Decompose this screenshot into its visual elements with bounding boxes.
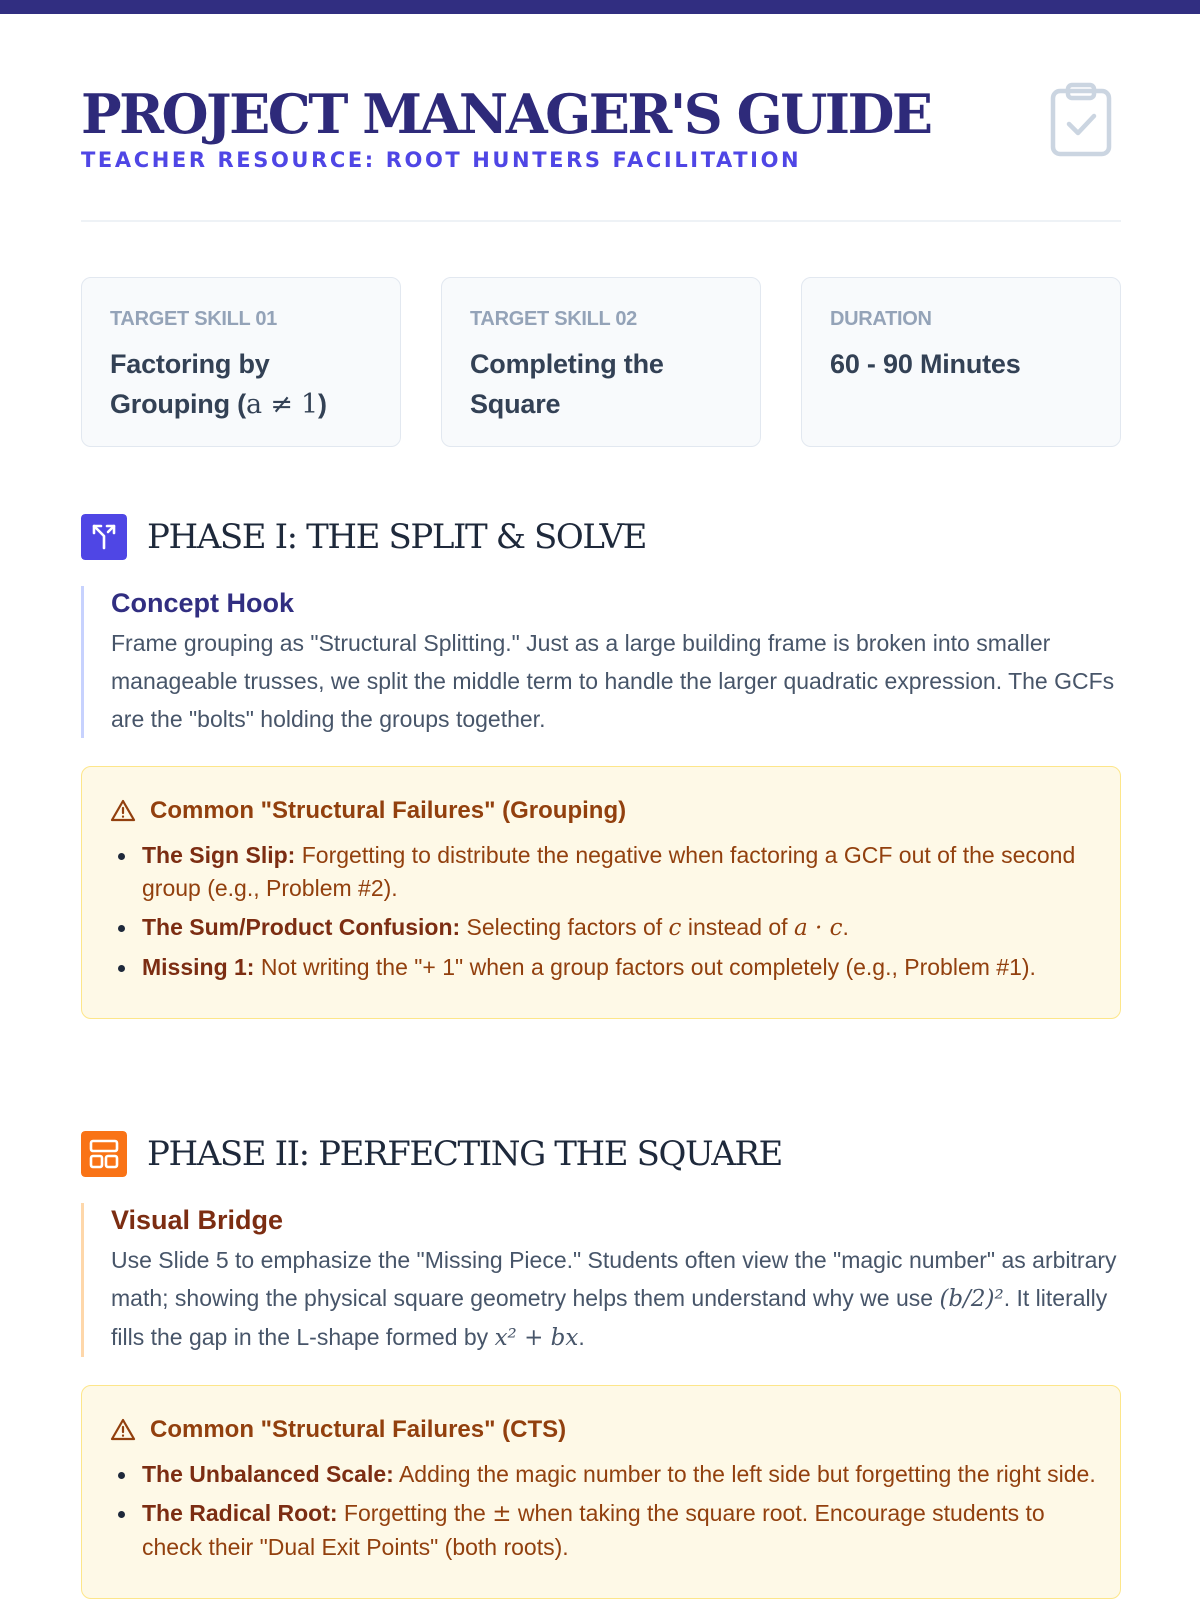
concept-hook-block <box>81 586 1121 738</box>
list-item: The Sign Slip: Forgetting to distribute the negative when factoring a GCF out of the second group (e.g., Problem #2). <box>110 839 1100 905</box>
visual-bridge-text: Use Slide 5 to emphasize the "Missing Piece." Students often view the "magic number" as arbitrary math; showing the physical square geometry helps them understand why we use (b/2)². It literally fills the gap in the L-shape formed by x² + bx. <box>111 1247 1117 1351</box>
list-item: The Sum/Product Confusion: Selecting factors of c instead of a · c. <box>110 911 1100 945</box>
visual-bridge-title: Visual Bridge <box>111 1205 284 1235</box>
top-accent-bar <box>0 0 1200 14</box>
list-item: Missing 1: Not writing the "+ 1" when a group factors out completely (e.g., Problem #1). <box>110 951 1100 984</box>
phase-2-title: PHASE II: PERFECTING THE SQUARE <box>147 1134 782 1174</box>
duration-value: 60 - 90 Minutes <box>830 349 1021 379</box>
page-title: PROJECT MANAGER'S GUIDE <box>81 82 931 146</box>
warning-triangle-icon <box>110 1417 136 1443</box>
concept-hook-text: Frame grouping as "Structural Splitting." Just as a large building frame is broken into smaller manageable trusses, we split the middle term to handle the larger quadratic expression. The GCFs are the "bolts" holding the groups together. <box>111 630 1115 732</box>
skill-label: TARGET SKILL 02 <box>470 308 638 330</box>
warning-title: Common "Structural Failures" (Grouping) <box>150 797 627 824</box>
clipboard-check-icon <box>1049 82 1113 158</box>
phase-2-section <box>81 1131 1121 1599</box>
header-divider <box>81 220 1121 222</box>
cts-failures-box <box>81 1385 1121 1599</box>
layout-grid-icon <box>81 1131 127 1177</box>
warning-triangle-icon <box>110 798 136 824</box>
skill-value: Factoring by Grouping (a ≠ 1) <box>110 349 327 420</box>
failure-list <box>110 1458 1096 1564</box>
phase-1-section <box>81 514 1121 1019</box>
visual-bridge-block <box>81 1203 1121 1357</box>
grouping-failures-box <box>81 766 1121 1019</box>
failure-list <box>110 839 1092 984</box>
skill-value: Completing the Square <box>470 349 664 419</box>
split-arrows-icon <box>81 514 127 560</box>
duration-card <box>801 277 1121 447</box>
skill-label: TARGET SKILL 01 <box>110 308 278 330</box>
phase-1-title: PHASE I: THE SPLIT & SOLVE <box>147 517 647 557</box>
concept-hook-title: Concept Hook <box>111 588 295 618</box>
page-header <box>81 82 1121 182</box>
warning-header <box>110 795 1092 829</box>
phase-1-header <box>81 514 1121 562</box>
page-subtitle: TEACHER RESOURCE: ROOT HUNTERS FACILITATION <box>81 148 802 172</box>
warning-title: Common "Structural Failures" (CTS) <box>150 1416 567 1443</box>
skill-card-2 <box>441 277 761 447</box>
skill-card-1 <box>81 277 401 447</box>
phase-2-header <box>81 1131 1121 1179</box>
list-item: The Unbalanced Scale: Adding the magic number to the left side but forgetting the right side. <box>110 1458 1100 1491</box>
skills-row <box>81 277 1121 447</box>
list-item: The Radical Root: Forgetting the ± when taking the square root. Encourage students to check their "Dual Exit Points" (both roots). <box>110 1497 1100 1564</box>
warning-header <box>110 1414 1092 1448</box>
duration-label: DURATION <box>830 308 932 330</box>
